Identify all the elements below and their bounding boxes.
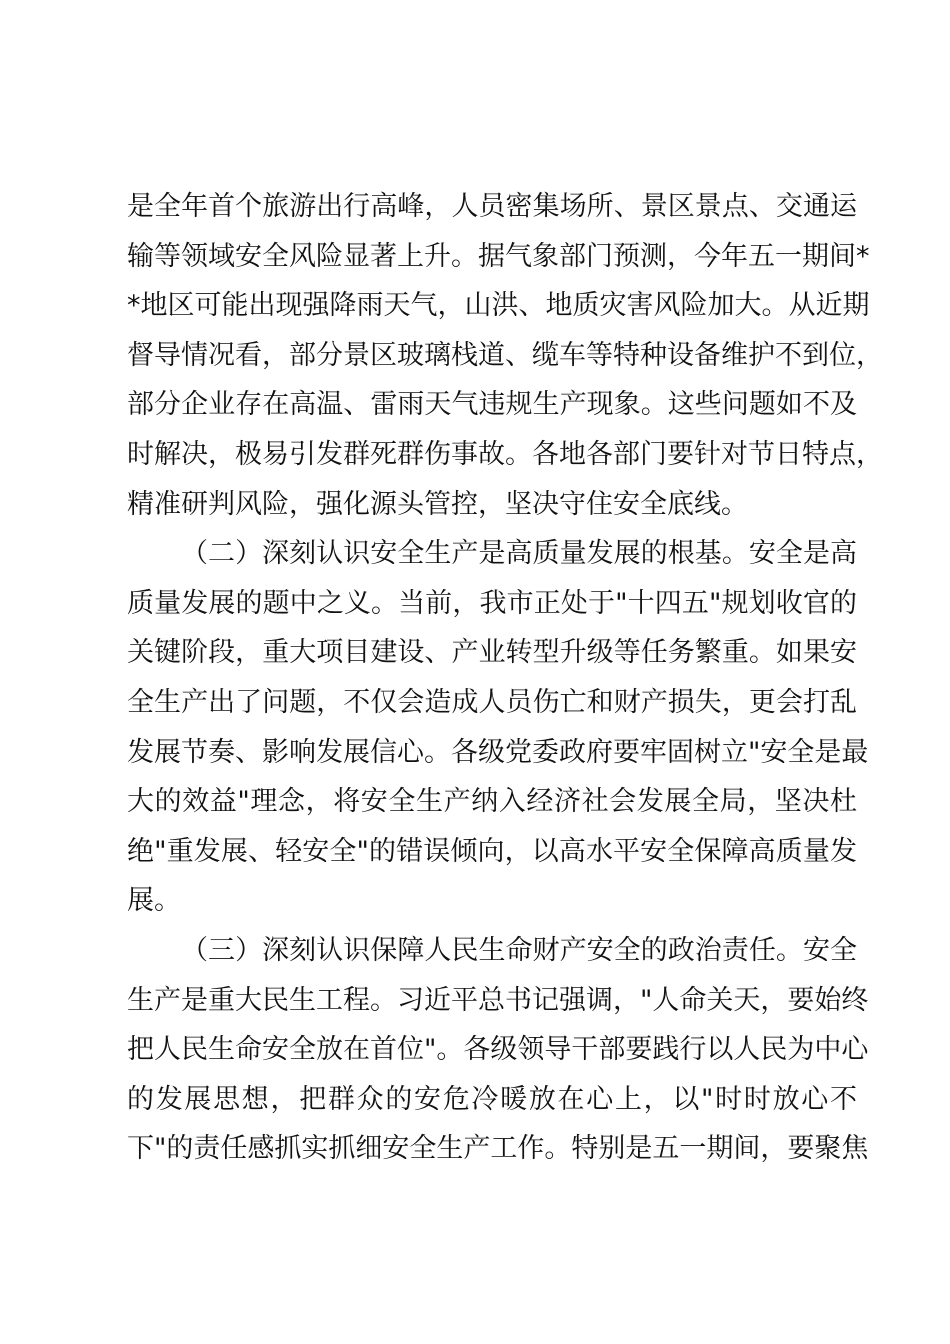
text-line: 的发展思想，把群众的安危冷暖放在心上，以"时时放心不	[127, 1083, 857, 1115]
document-body	[127, 182, 883, 1174]
text-line: 生产是重大民生工程。习近平总书记强调，"人命关天，要始终	[127, 984, 869, 1016]
section-heading-line: （三）深刻认识保障人民生命财产安全的政治责任。安全	[181, 934, 857, 966]
text-line: 下"的责任感抓实抓细安全生产工作。特别是五一期间，要聚焦	[127, 1133, 869, 1165]
text-line: 精准研判风险，强化源头管控，坚决守住安全底线。	[127, 488, 748, 520]
text-line: 绝"重发展、轻安全"的错误倾向，以高水平安全保障高质量发	[127, 835, 857, 867]
section-heading-line: （二）深刻认识安全生产是高质量发展的根基。安全是高	[181, 538, 857, 570]
text-line: 输等领域安全风险显著上升。据气象部门预测，今年五一期间*	[127, 240, 870, 272]
text-line: *地区可能出现强降雨天气，山洪、地质灾害风险加大。从近期	[127, 290, 870, 322]
paragraph-risk-situation	[127, 182, 883, 529]
text-line: 质量发展的题中之义。当前，我市正处于"十四五"规划收官的	[127, 587, 857, 619]
paragraph-high-quality-development	[127, 529, 869, 926]
text-line: 发展节奏、影响发展信心。各级党委政府要牢固树立"安全是最	[127, 736, 869, 768]
paragraph-political-responsibility	[127, 926, 869, 1174]
text-line: 部分企业存在高温、雷雨天气违规生产现象。这些问题如不及	[127, 389, 857, 421]
text-line: 大的效益"理念，将安全生产纳入经济社会发展全局，坚决杜	[127, 786, 857, 818]
text-line: 展。	[127, 885, 181, 917]
text-line: 关键阶段，重大项目建设、产业转型升级等任务繁重。如果安	[127, 637, 857, 669]
text-line: 督导情况看，部分景区玻璃栈道、缆车等特种设备维护不到位，	[127, 339, 883, 371]
text-line: 时解决，极易引发群死群伤事故。各地各部门要针对节日特点，	[127, 438, 883, 470]
text-line: 把人民生命安全放在首位"。各级领导干部要践行以人民为中心	[127, 1034, 869, 1066]
text-line: 是全年首个旅游出行高峰，人员密集场所、景区景点、交通运	[127, 191, 857, 222]
text-line: 全生产出了问题，不仅会造成人员伤亡和财产损失，更会打乱	[127, 686, 857, 718]
